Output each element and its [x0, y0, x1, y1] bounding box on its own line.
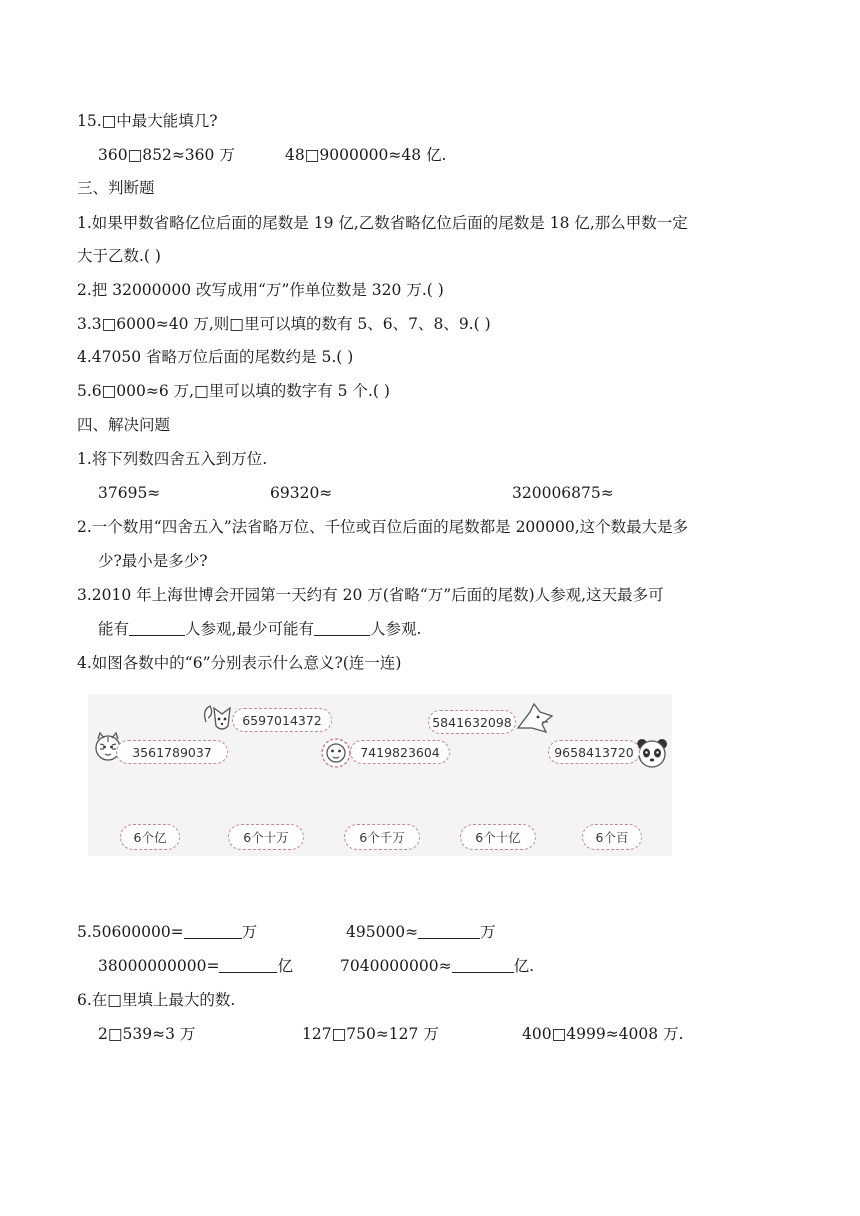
- number-card[interactable]: 3561789037: [116, 740, 228, 764]
- judge-item-5: 5.6□000≈6 万,□里可以填的数字有 5 个.( ): [77, 382, 390, 400]
- q5-d-text: 7040000000≈: [340, 957, 452, 975]
- q2-line1: 2.一个数用“四舍五入”法省略万位、千位或百位后面的尾数都是 200000,这个数最大是多: [77, 518, 689, 536]
- q5-d-blank[interactable]: [452, 956, 514, 973]
- q1-b: 69320≈: [270, 484, 333, 502]
- answer-card[interactable]: 6个十亿: [460, 824, 536, 850]
- q5-c-blank[interactable]: [219, 956, 277, 973]
- q5-b-blank[interactable]: [418, 922, 480, 939]
- q3-part3: 人参观.: [369, 620, 422, 638]
- matching-figure: [88, 694, 672, 856]
- number-card[interactable]: 6597014372: [232, 708, 332, 732]
- q5-a-unit: 万: [241, 923, 258, 941]
- number-card[interactable]: 5841632098: [428, 710, 516, 734]
- q1-a: 37695≈: [98, 484, 161, 502]
- q4-title: 4.如图各数中的“6”分别表示什么意义?(连一连): [77, 654, 402, 672]
- q15-title: 15.□中最大能填几?: [77, 112, 218, 130]
- q5-b: [346, 921, 496, 943]
- section4-title: 四、解决问题: [77, 416, 171, 434]
- judge-item-2: 2.把 32000000 改写成用“万”作单位数是 320 万.( ): [77, 281, 444, 299]
- answer-card[interactable]: 6个百: [582, 824, 642, 850]
- judge-item-4: 4.47050 省略万位后面的尾数约是 5.( ): [77, 348, 354, 366]
- section3-title: 三、判断题: [77, 179, 155, 197]
- q6-c: 400□4999≈4008 万.: [522, 1025, 684, 1043]
- judge-item-1: 1.如果甲数省略亿位后面的尾数是 19 亿,乙数省略亿位后面的尾数是 18 亿,那么甲数一定: [77, 214, 688, 232]
- q5-d-unit: 亿.: [513, 957, 535, 975]
- q5-b-text: 495000≈: [346, 923, 419, 941]
- judge-item-3: 3.3□6000≈40 万,则□里可以填的数有 5、6、7、8、9.( ): [77, 315, 491, 333]
- answer-card[interactable]: 6个十万: [228, 824, 304, 850]
- q6-a: 2□539≈3 万: [98, 1025, 196, 1043]
- q3-part2: 人参观,最少可能有: [185, 620, 314, 638]
- q1-title: 1.将下列数四舍五入到万位.: [77, 450, 268, 468]
- judge-item-1-cont: 大于乙数.( ): [77, 247, 161, 265]
- answer-card[interactable]: 6个千万: [344, 824, 420, 850]
- q5-a-text: 5.50600000=: [77, 923, 184, 941]
- q15-a: 360□852≈360 万: [98, 146, 235, 164]
- q3-line1: 3.2010 年上海世博会开园第一天约有 20 万(省略“万”后面的尾数)人参观,这天最多可: [77, 586, 664, 604]
- q5-b-unit: 万: [480, 923, 496, 941]
- q3-part1: 能有: [98, 620, 130, 638]
- q15-b: 48□9000000≈48 亿.: [285, 146, 447, 164]
- q5-c-unit: 亿: [277, 957, 293, 975]
- q2-line2: 少?最小是多少?: [98, 552, 208, 570]
- q5-c: [98, 955, 293, 977]
- q5-d: [340, 955, 534, 977]
- q6-b: 127□750≈127 万: [302, 1025, 439, 1043]
- wolf-icon: [512, 702, 558, 736]
- answer-card[interactable]: 6个亿: [120, 824, 180, 850]
- q5-a: [77, 921, 257, 943]
- number-card[interactable]: 7419823604: [350, 740, 450, 764]
- q3-line2: [98, 618, 421, 640]
- q3-blank-max[interactable]: [129, 619, 185, 636]
- q1-c: 320006875≈: [512, 484, 614, 502]
- number-card[interactable]: 9658413720: [548, 740, 640, 764]
- q6-title: 6.在□里填上最大的数.: [77, 991, 236, 1009]
- q5-a-blank[interactable]: [184, 922, 242, 939]
- q5-c-text: 38000000000=: [98, 957, 220, 975]
- q3-blank-min[interactable]: [314, 619, 370, 636]
